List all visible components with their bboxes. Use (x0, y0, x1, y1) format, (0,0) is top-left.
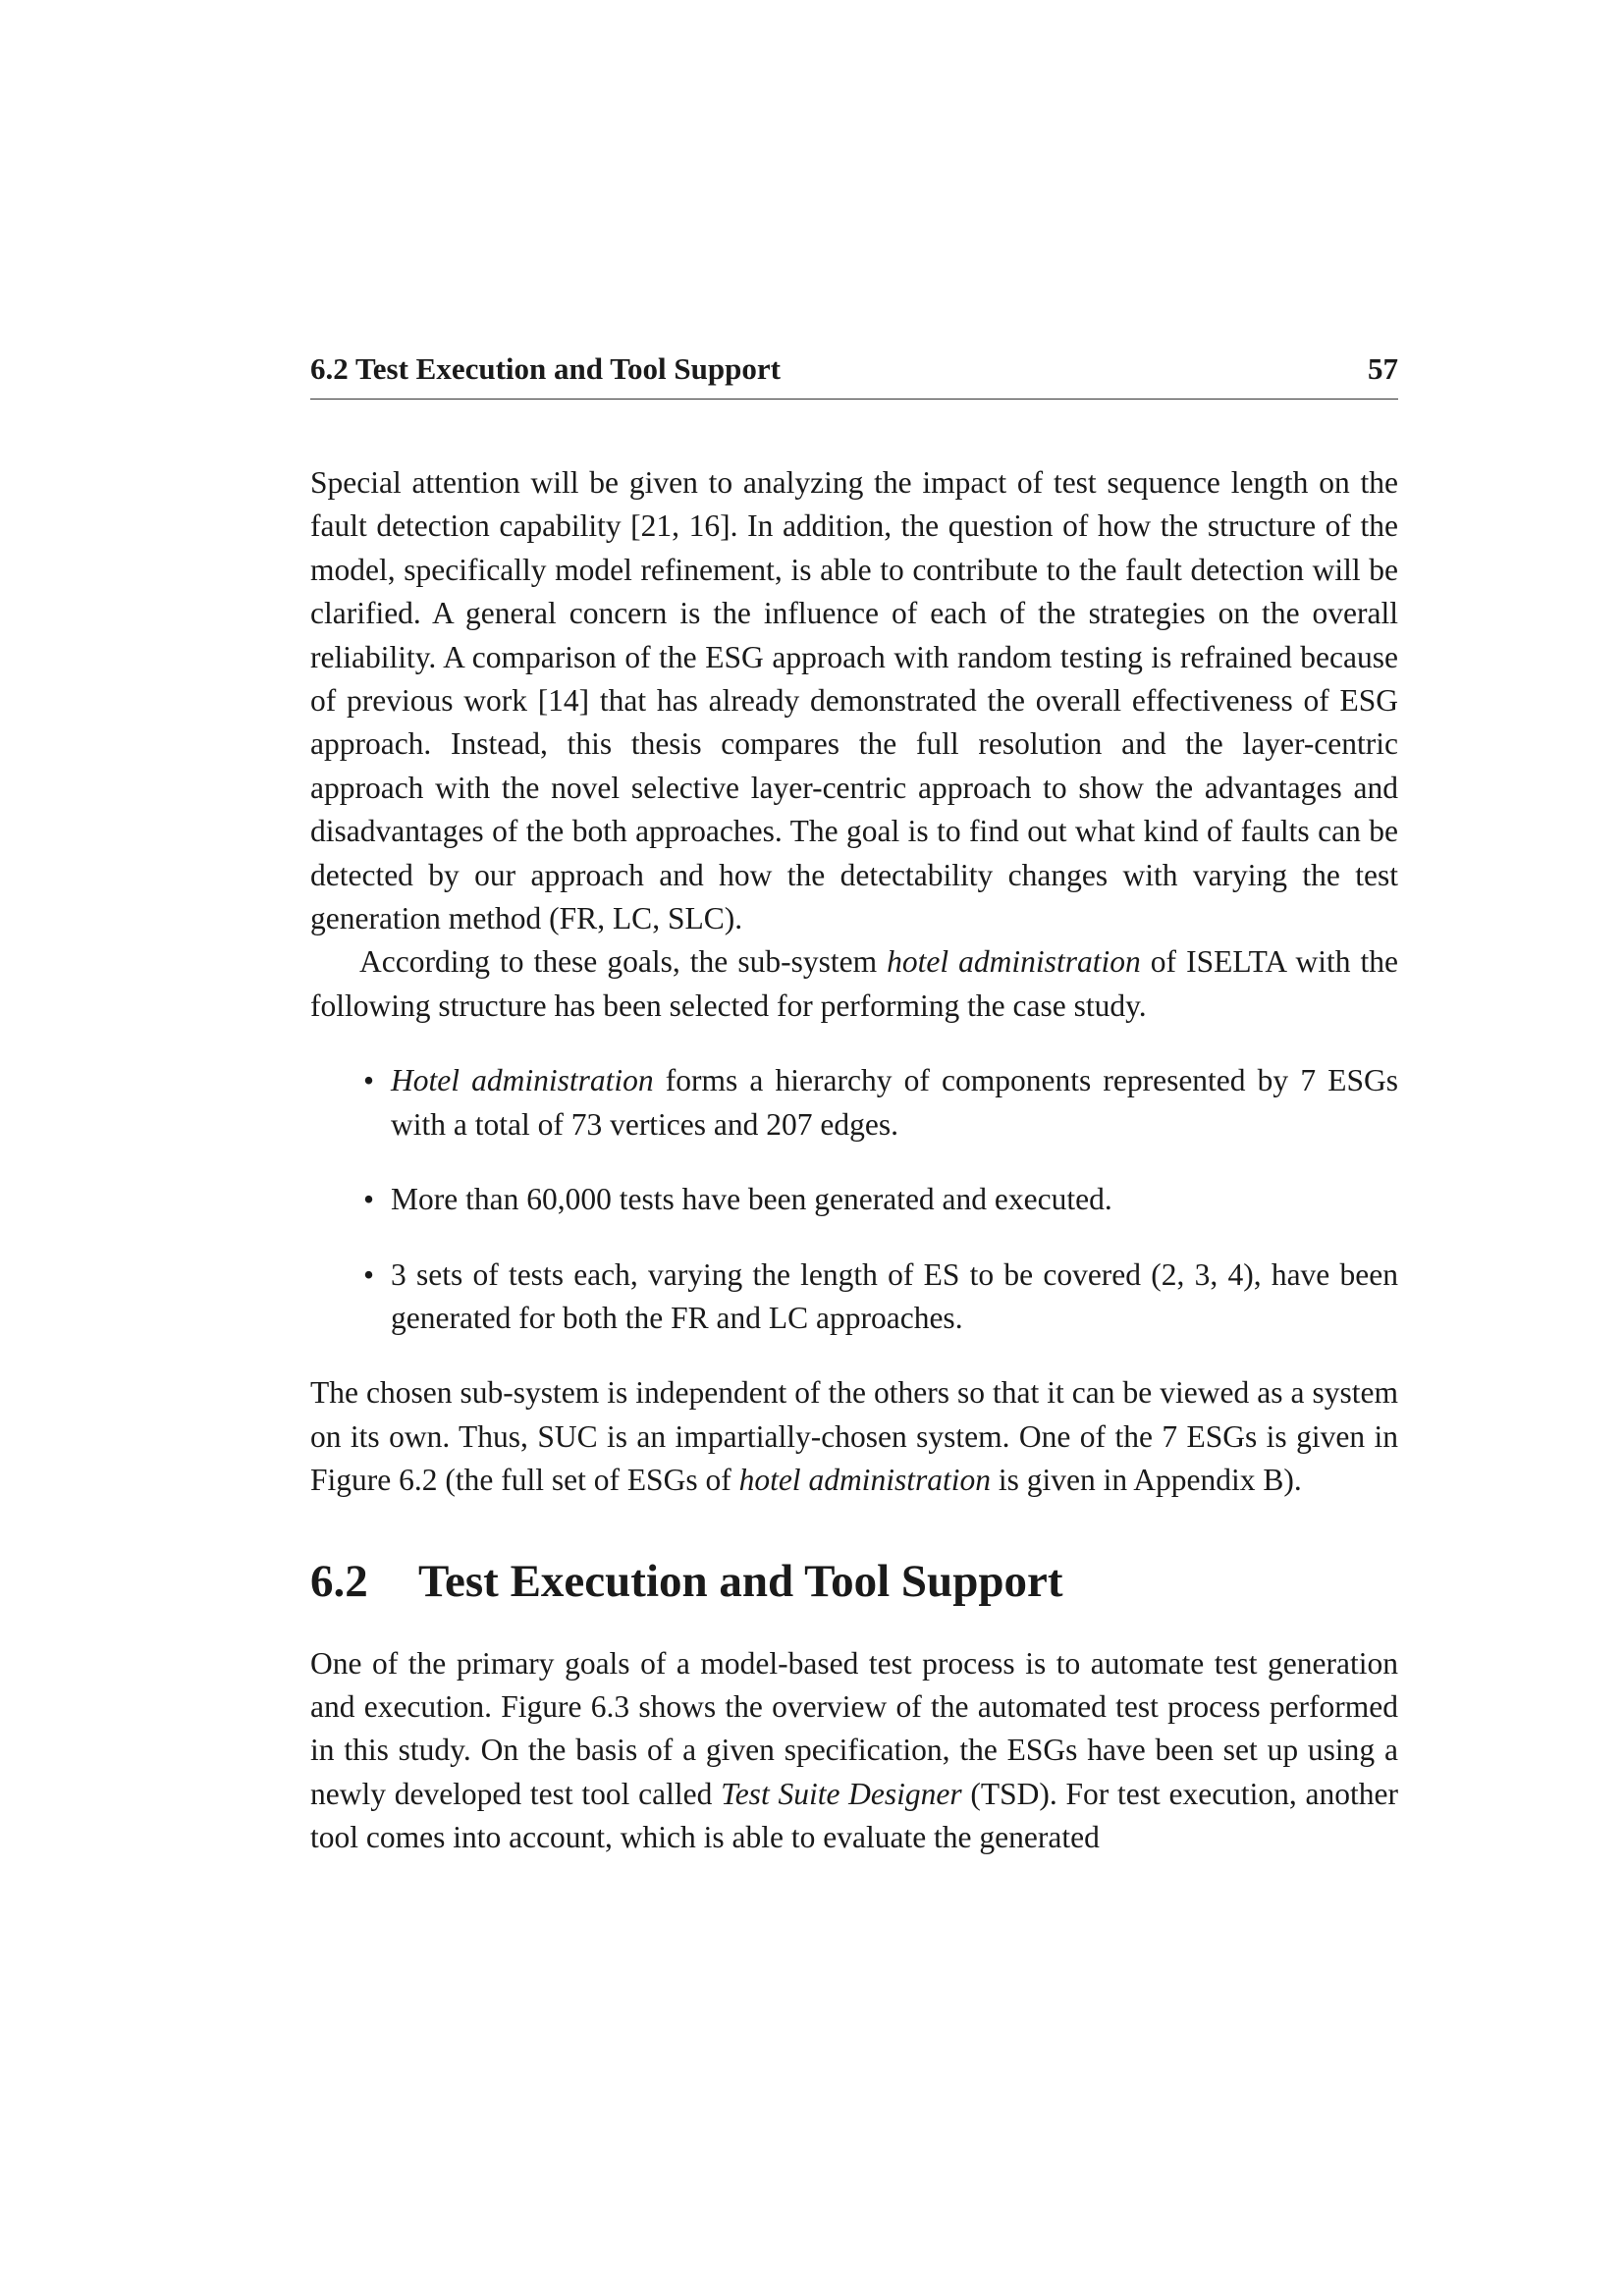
section-number: 6.2 (310, 1555, 368, 1607)
list-item-text: forms a hierarchy of components represented by 7 ESGs with a total of 73 vertices and 207 edges. (391, 1063, 1398, 1142)
paragraph-1: Special attention will be given to analyzing the impact of test sequence length on the fault detection capability [21, 16]. In addition, the question of how the structure of the model, specifically model refinement, is able to contribute to the fault detection will be clarified. A general concern is the influence of each of the strategies on the overall reliability. A comparison of the ESG approach with random testing is refrained because of previous work [14] that has already demonstrated the overall effectiveness of ESG approach. Instead, this thesis compares the full resolution and the layer-centric approach with the novel selective layer-centric approach to show the advantages and disadvantages of the both approaches. The goal is to find out what kind of faults can be detected by our approach and how the detectability changes with varying the test generation method (FR, LC, SLC). (310, 465, 1398, 936)
list-item (363, 1178, 1398, 1221)
paragraph-4-text-b: (TSD). For test execution, another tool comes into account, which is able to evaluate the generated (310, 1776, 1399, 1855)
running-header (310, 349, 1398, 400)
bullet-icon: • (363, 1063, 375, 1098)
body-text (310, 461, 1398, 1860)
paragraph-3-emphasis: hotel administration (738, 1463, 991, 1498)
page-number: 57 (1368, 351, 1398, 386)
paragraph-2-text-b: of ISELTA with the following structure has been selected for performing the case study. (310, 944, 1399, 1023)
bullet-icon: • (363, 1182, 375, 1217)
paragraph-2 (310, 940, 1398, 1028)
paragraph-3-text-b: is given in Appendix B). (990, 1463, 1302, 1498)
list-item-text: More than 60,000 tests have been generated and executed. (391, 1182, 1112, 1217)
paragraph-2-emphasis: hotel administration (887, 944, 1141, 980)
section-heading (310, 1554, 1398, 1609)
list-item (363, 1254, 1398, 1341)
bullet-icon: • (363, 1256, 375, 1292)
paragraph-4 (310, 1642, 1398, 1860)
paragraph-4-text-a: One of the primary goals of a model-based test process is to automate test generation and execution. Figure 6.3 shows the overview of the automated test process performed in this study. On the basis of a given specification, the ESGs have been set up using a newly developed test tool called (310, 1645, 1398, 1811)
paragraph-3 (310, 1371, 1398, 1502)
paragraph-3-text-a: The chosen sub-system is independent of the others so that it can be viewed as a system on its own. Thus, SUC is an impartially-chosen system. One of the 7 ESGs is given in Figure 6.2 (the full set of ESGs of (310, 1375, 1398, 1498)
list-item-emphasis: Hotel administration (391, 1063, 654, 1098)
bullet-list (310, 1059, 1398, 1340)
running-header-title: 6.2 Test Execution and Tool Support (310, 351, 781, 386)
section-title: Test Execution and Tool Support (418, 1555, 1063, 1607)
paragraph-4-emphasis: Test Suite Designer (721, 1776, 962, 1811)
list-item-text: 3 sets of tests each, varying the length of ES to be covered (2, 3, 4), have been generated for both the FR and LC approaches. (391, 1256, 1398, 1335)
list-item (363, 1059, 1398, 1147)
paragraph-2-text-a: According to these goals, the sub-system (359, 944, 888, 980)
